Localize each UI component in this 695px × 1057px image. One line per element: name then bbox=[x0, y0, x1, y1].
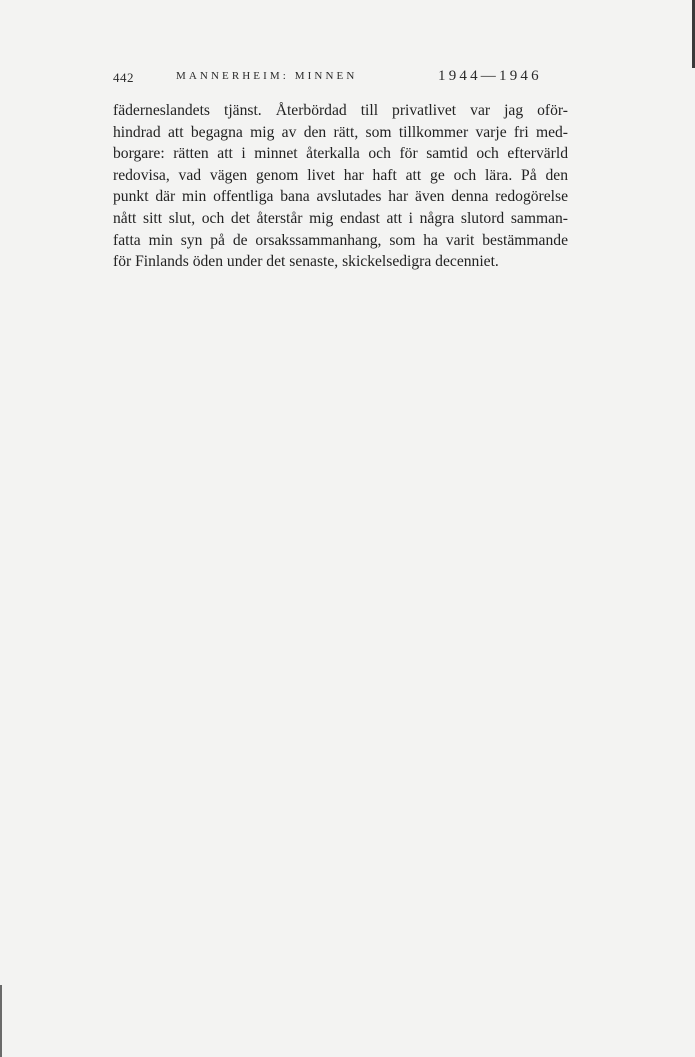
running-header bbox=[113, 68, 568, 90]
running-title: MANNERHEIM: MINNEN bbox=[176, 70, 358, 82]
text-line: hindrad att begagna mig av den rätt, som tillkommer varje fri med- bbox=[113, 123, 568, 141]
body-paragraph bbox=[113, 100, 568, 273]
page-edge-shadow-left bbox=[0, 985, 2, 1057]
running-title-years: 1944—1946 bbox=[438, 68, 542, 84]
text-line: redovisa, vad vägen genom livet har haft att ge och lära. På den bbox=[113, 166, 568, 184]
text-line: nått sitt slut, och det återstår mig endast att i några slutord samman- bbox=[113, 209, 568, 227]
text-line: fäderneslandets tjänst. Återbördad till privatlivet var jag oför- bbox=[113, 102, 568, 119]
text-line: fatta min syn på de orsakssammanhang, som ha varit bestämmande bbox=[113, 231, 568, 249]
text-line: för Finlands öden under det senaste, skickelsedigra decenniet. bbox=[113, 253, 499, 271]
page-number: 442 bbox=[113, 70, 134, 85]
text-line: punkt där min offentliga bana avslutades har även denna redogörelse bbox=[113, 188, 568, 206]
text-line: borgare: rätten att i minnet återkalla och för samtid och eftervärld bbox=[113, 145, 568, 163]
